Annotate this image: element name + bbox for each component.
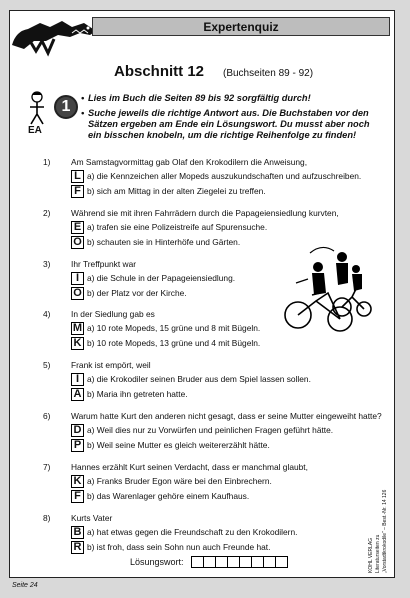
letter-box: E [71, 221, 84, 234]
question-text: In der Siedlung gab es [71, 309, 155, 319]
section-title: Abschnitt 12 [114, 63, 205, 80]
publisher-sidebar [366, 481, 390, 576]
instruction-1 [81, 93, 378, 104]
option-text: b) sich am Mittag in der alten Ziegelei zu treffen. [87, 186, 266, 196]
question-text: Am Samstagvormittag gab Olaf den Krokodilern die Anweisung, [71, 157, 308, 167]
crocodile-logo [10, 11, 98, 57]
letter-box: I [71, 272, 84, 285]
question-number: 7) [43, 462, 51, 472]
answer-option[interactable] [71, 489, 249, 503]
question-number: 5) [43, 360, 51, 370]
question-number: 1) [43, 157, 51, 167]
answer-option[interactable] [71, 169, 361, 183]
question-text: Ihr Treffpunkt war [71, 259, 137, 269]
answer-option[interactable] [71, 474, 272, 488]
letter-box: O [71, 287, 84, 300]
option-text: a) trafen sie eine Polizeistreife auf Spurensuche. [87, 222, 268, 232]
question-number: 6) [43, 411, 51, 421]
letter-box: L [71, 170, 84, 183]
answer-option[interactable] [71, 321, 260, 335]
question-number: 3) [43, 259, 51, 269]
question-number: 4) [43, 309, 51, 319]
question-text: Während sie mit ihren Fahrrädern durch die Papageiensiedlung kurvten, [71, 208, 339, 218]
answer-option[interactable] [71, 525, 297, 539]
letter-box: I [71, 373, 84, 386]
question-text: Kurts Vater [71, 513, 113, 523]
instruction-2 [81, 108, 378, 141]
person-icon [28, 91, 46, 125]
answer-option[interactable] [71, 286, 187, 300]
question-text: Frank ist empört, weil [71, 360, 151, 370]
solution-label: Lösungswort: [130, 557, 184, 567]
bullet: • [81, 93, 85, 103]
sidebar-line-1: Literaturseiten zu [375, 534, 381, 573]
solution-word [130, 556, 288, 568]
letter-box: A [71, 388, 84, 401]
answer-option[interactable] [71, 235, 240, 249]
answer-option[interactable] [71, 372, 311, 386]
question-text: Hannes erzählt Kurt seinen Verdacht, dass er manchmal glaubt, [71, 462, 308, 472]
letter-box: K [71, 475, 84, 488]
answer-option[interactable] [71, 271, 235, 285]
answer-option[interactable] [71, 184, 266, 198]
letter-box: O [71, 236, 84, 249]
sidebar-publisher: KOHL VERLAG [368, 537, 374, 573]
answer-option[interactable] [71, 336, 260, 350]
instruction-line: Lies im Buch die Seiten 89 bis 92 sorgfältig durch! [88, 93, 311, 103]
option-text: a) die Krokodiler seinen Bruder aus dem Spiel lassen sollen. [87, 374, 311, 384]
solution-box-8[interactable] [275, 556, 288, 568]
worksheet [9, 10, 395, 578]
answer-option[interactable] [71, 423, 333, 437]
answer-option[interactable] [71, 220, 267, 234]
option-text: b) 10 rote Mopeds, 13 grüne und 4 mit Bügeln. [87, 338, 261, 348]
sidebar-line-2: „Vorstadtkrokodile“ – Best.-Nr. 14 126 [382, 489, 388, 573]
option-text: b) Maria ihn getreten hatte. [87, 389, 188, 399]
question-text: Warum hatte Kurt den anderen nicht gesagt, dass er seine Mutter eingeweiht hatte? [71, 411, 382, 421]
instruction-line: Sätzen ergeben am Ende ein Lösungswort. Du musst aber noch [88, 119, 370, 129]
option-text: a) die Kennzeichen aller Mopeds auszukundschaften und aufzuschreiben. [87, 171, 362, 181]
task-number-badge: 1 [54, 95, 78, 119]
option-text: a) Franks Bruder Egon wäre bei den Einbrechern. [87, 476, 272, 486]
instruction-line: ein bisschen knobeln, um die richtige Reihenfolge zu finden! [88, 130, 357, 140]
letter-box: P [71, 439, 84, 452]
option-text: b) das Warenlager gehöre einem Kaufhaus. [87, 491, 250, 501]
letter-box: R [71, 541, 84, 554]
letter-box: F [71, 490, 84, 503]
question-number: 2) [43, 208, 51, 218]
question-number: 8) [43, 513, 51, 523]
bullet: • [81, 108, 85, 118]
letter-box: M [72, 322, 83, 334]
section-pages: (Buchseiten 89 - 92) [223, 68, 314, 79]
ea-label: EA [28, 125, 42, 136]
option-text: a) Weil dies nur zu Vorwürfen und peinlichen Fragen geführt hätte. [87, 425, 334, 435]
page-number: Seite 24 [12, 582, 38, 589]
option-text: a) die Schule in der Papageiensiedlung. [87, 273, 236, 283]
instruction-line: Suche jeweils die richtige Antwort aus. Die Buchstaben vor den [88, 108, 369, 118]
letter-box: F [71, 185, 84, 198]
answer-option[interactable] [71, 438, 270, 452]
cyclists-illustration [282, 243, 372, 341]
letter-box: K [71, 337, 84, 350]
answer-option[interactable] [71, 540, 270, 554]
letter-box: B [71, 526, 84, 539]
option-text: a) hat etwas gegen die Freundschaft zu den Krokodilern. [87, 527, 298, 537]
option-text: b) schauten sie in Hinterhöfe und Gärten. [87, 237, 241, 247]
option-text: b) Weil seine Mutter es gleich weitererzählt hätte. [87, 440, 270, 450]
worksheet-header: Expertenquiz [92, 17, 390, 36]
letter-box: D [71, 424, 84, 437]
answer-option[interactable] [71, 387, 188, 401]
option-text: a) 10 rote Mopeds, 15 grüne und 8 mit Bügeln. [87, 323, 261, 333]
option-text: b) ist froh, dass sein Sohn nun auch Freunde hat. [87, 542, 271, 552]
option-text: b) der Platz vor der Kirche. [87, 288, 187, 298]
